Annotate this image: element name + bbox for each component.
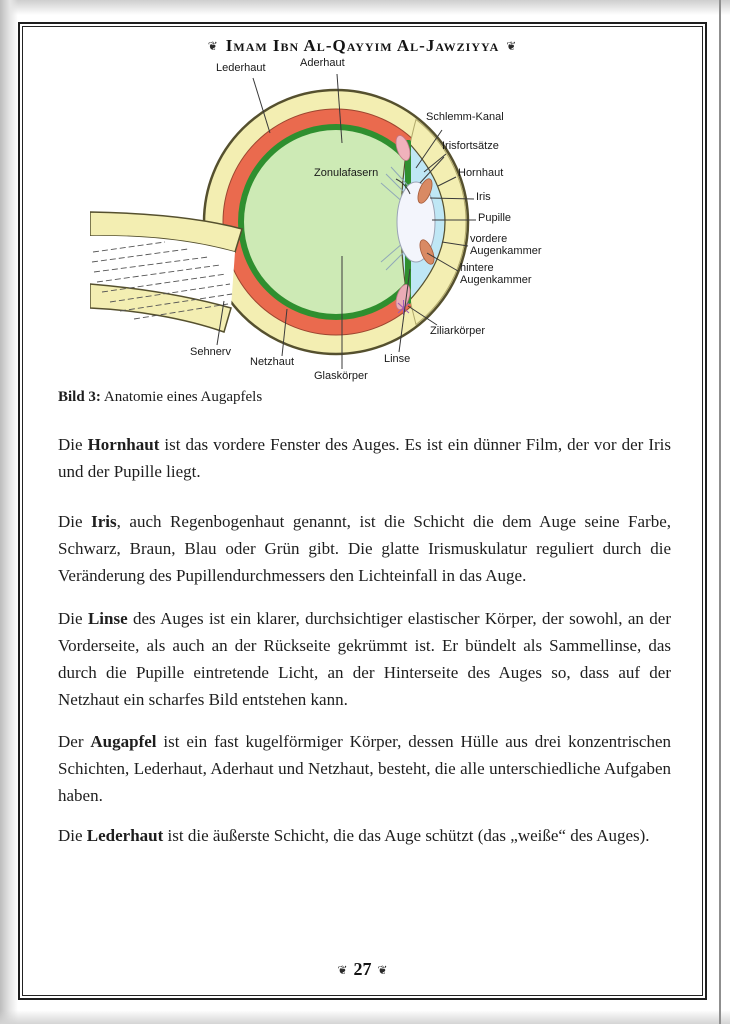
figure-label-lederhaut: Lederhaut bbox=[216, 62, 266, 74]
figure-label-sehnerv: Sehnerv bbox=[190, 346, 231, 358]
scan-edge-left bbox=[0, 0, 18, 1024]
figure-caption bbox=[58, 389, 262, 406]
optic-nerve-shape bbox=[90, 212, 242, 332]
figure-label-schlemm-kanal: Schlemm-Kanal bbox=[426, 111, 504, 123]
paragraph-linse: Die Linse des Auges ist ein klarer, durchsichtiger elastischer Körper, der sowohl, an der Vorderseite, als auch an der Rückseite gekrümmt ist. Er bündelt als Sammellinse, das durch die Pupille eintretende Licht, an der Hinterseite des Auges so, dass auf der Netzhaut ein scharfes Bild entstehen kann. bbox=[58, 609, 671, 709]
paragraph-hornhaut: Die Hornhaut ist das vordere Fenster des Auges. Es ist ein dünner Film, der vor der Iris und der Pupille liegt. bbox=[58, 435, 671, 481]
figure-label-hintere-augenkammer: hintere Augenkammer bbox=[460, 262, 532, 286]
eye-diagram bbox=[90, 56, 560, 396]
figure-label-netzhaut: Netzhaut bbox=[250, 356, 295, 368]
page-header bbox=[24, 36, 701, 56]
figure-label-vordere-augenkammer: vordere Augenkammer bbox=[470, 233, 542, 257]
fleuron-icon: ❦ bbox=[337, 963, 348, 977]
paragraph-augapfel: Der Augapfel ist ein fast kugelförmiger Körper, dessen Hülle aus drei konzentrischen Schichten, Lederhaut, Aderhaut und Netzhaut, besteht, die alle unterschiedliche Aufgaben haben. bbox=[58, 732, 671, 805]
page-number: 27 bbox=[353, 959, 372, 979]
figure-caption-label: Bild 3: bbox=[58, 389, 101, 405]
figure-label-ziliarkoerper: Ziliarkörper bbox=[430, 325, 486, 337]
eye-anatomy-figure bbox=[90, 56, 560, 396]
page-title: Imam Ibn Al-Qayyim Al-Jawziyya bbox=[225, 36, 500, 55]
figure-label-hornhaut: Hornhaut bbox=[458, 167, 504, 179]
fleuron-icon: ❦ bbox=[207, 39, 219, 53]
eyeball-shape bbox=[204, 90, 468, 354]
scan-page-edge bbox=[719, 0, 721, 1024]
figure-label-pupille: Pupille bbox=[478, 212, 512, 224]
figure-label-zonulafasern: Zonulafasern bbox=[314, 167, 379, 179]
figure-label-linse: Linse bbox=[384, 353, 411, 365]
scan-edge-bottom bbox=[0, 1010, 730, 1024]
page-footer bbox=[24, 959, 701, 980]
figure-caption-text: Anatomie eines Augapfels bbox=[100, 389, 263, 405]
figure-label-aderhaut: Aderhaut bbox=[300, 57, 345, 69]
fleuron-icon: ❦ bbox=[377, 963, 388, 977]
fleuron-icon: ❦ bbox=[506, 39, 518, 53]
figure-label-glaskoerper: Glaskörper bbox=[314, 370, 368, 382]
paragraph-iris: Die Iris, auch Regenbogenhaut genannt, ist die Schicht die dem Auge seine Farbe, Schwarz, Braun, Blau oder Grün gibt. Die glatte Irismuskulatur reguliert durch die Veränderung des Pupillendurchmessers den Lichteinfall in das Auge. bbox=[58, 512, 672, 585]
scan-edge-top bbox=[0, 0, 730, 15]
figure-label-iris: Iris bbox=[476, 191, 491, 203]
paragraph-lederhaut: Die Lederhaut ist die äußerste Schicht, die das Auge schützt (das „weiße“ des Auges). bbox=[58, 826, 650, 845]
figure-label-irisfortsaetze: Irisfortsätze bbox=[442, 140, 499, 152]
page-border-frame bbox=[18, 22, 707, 1000]
